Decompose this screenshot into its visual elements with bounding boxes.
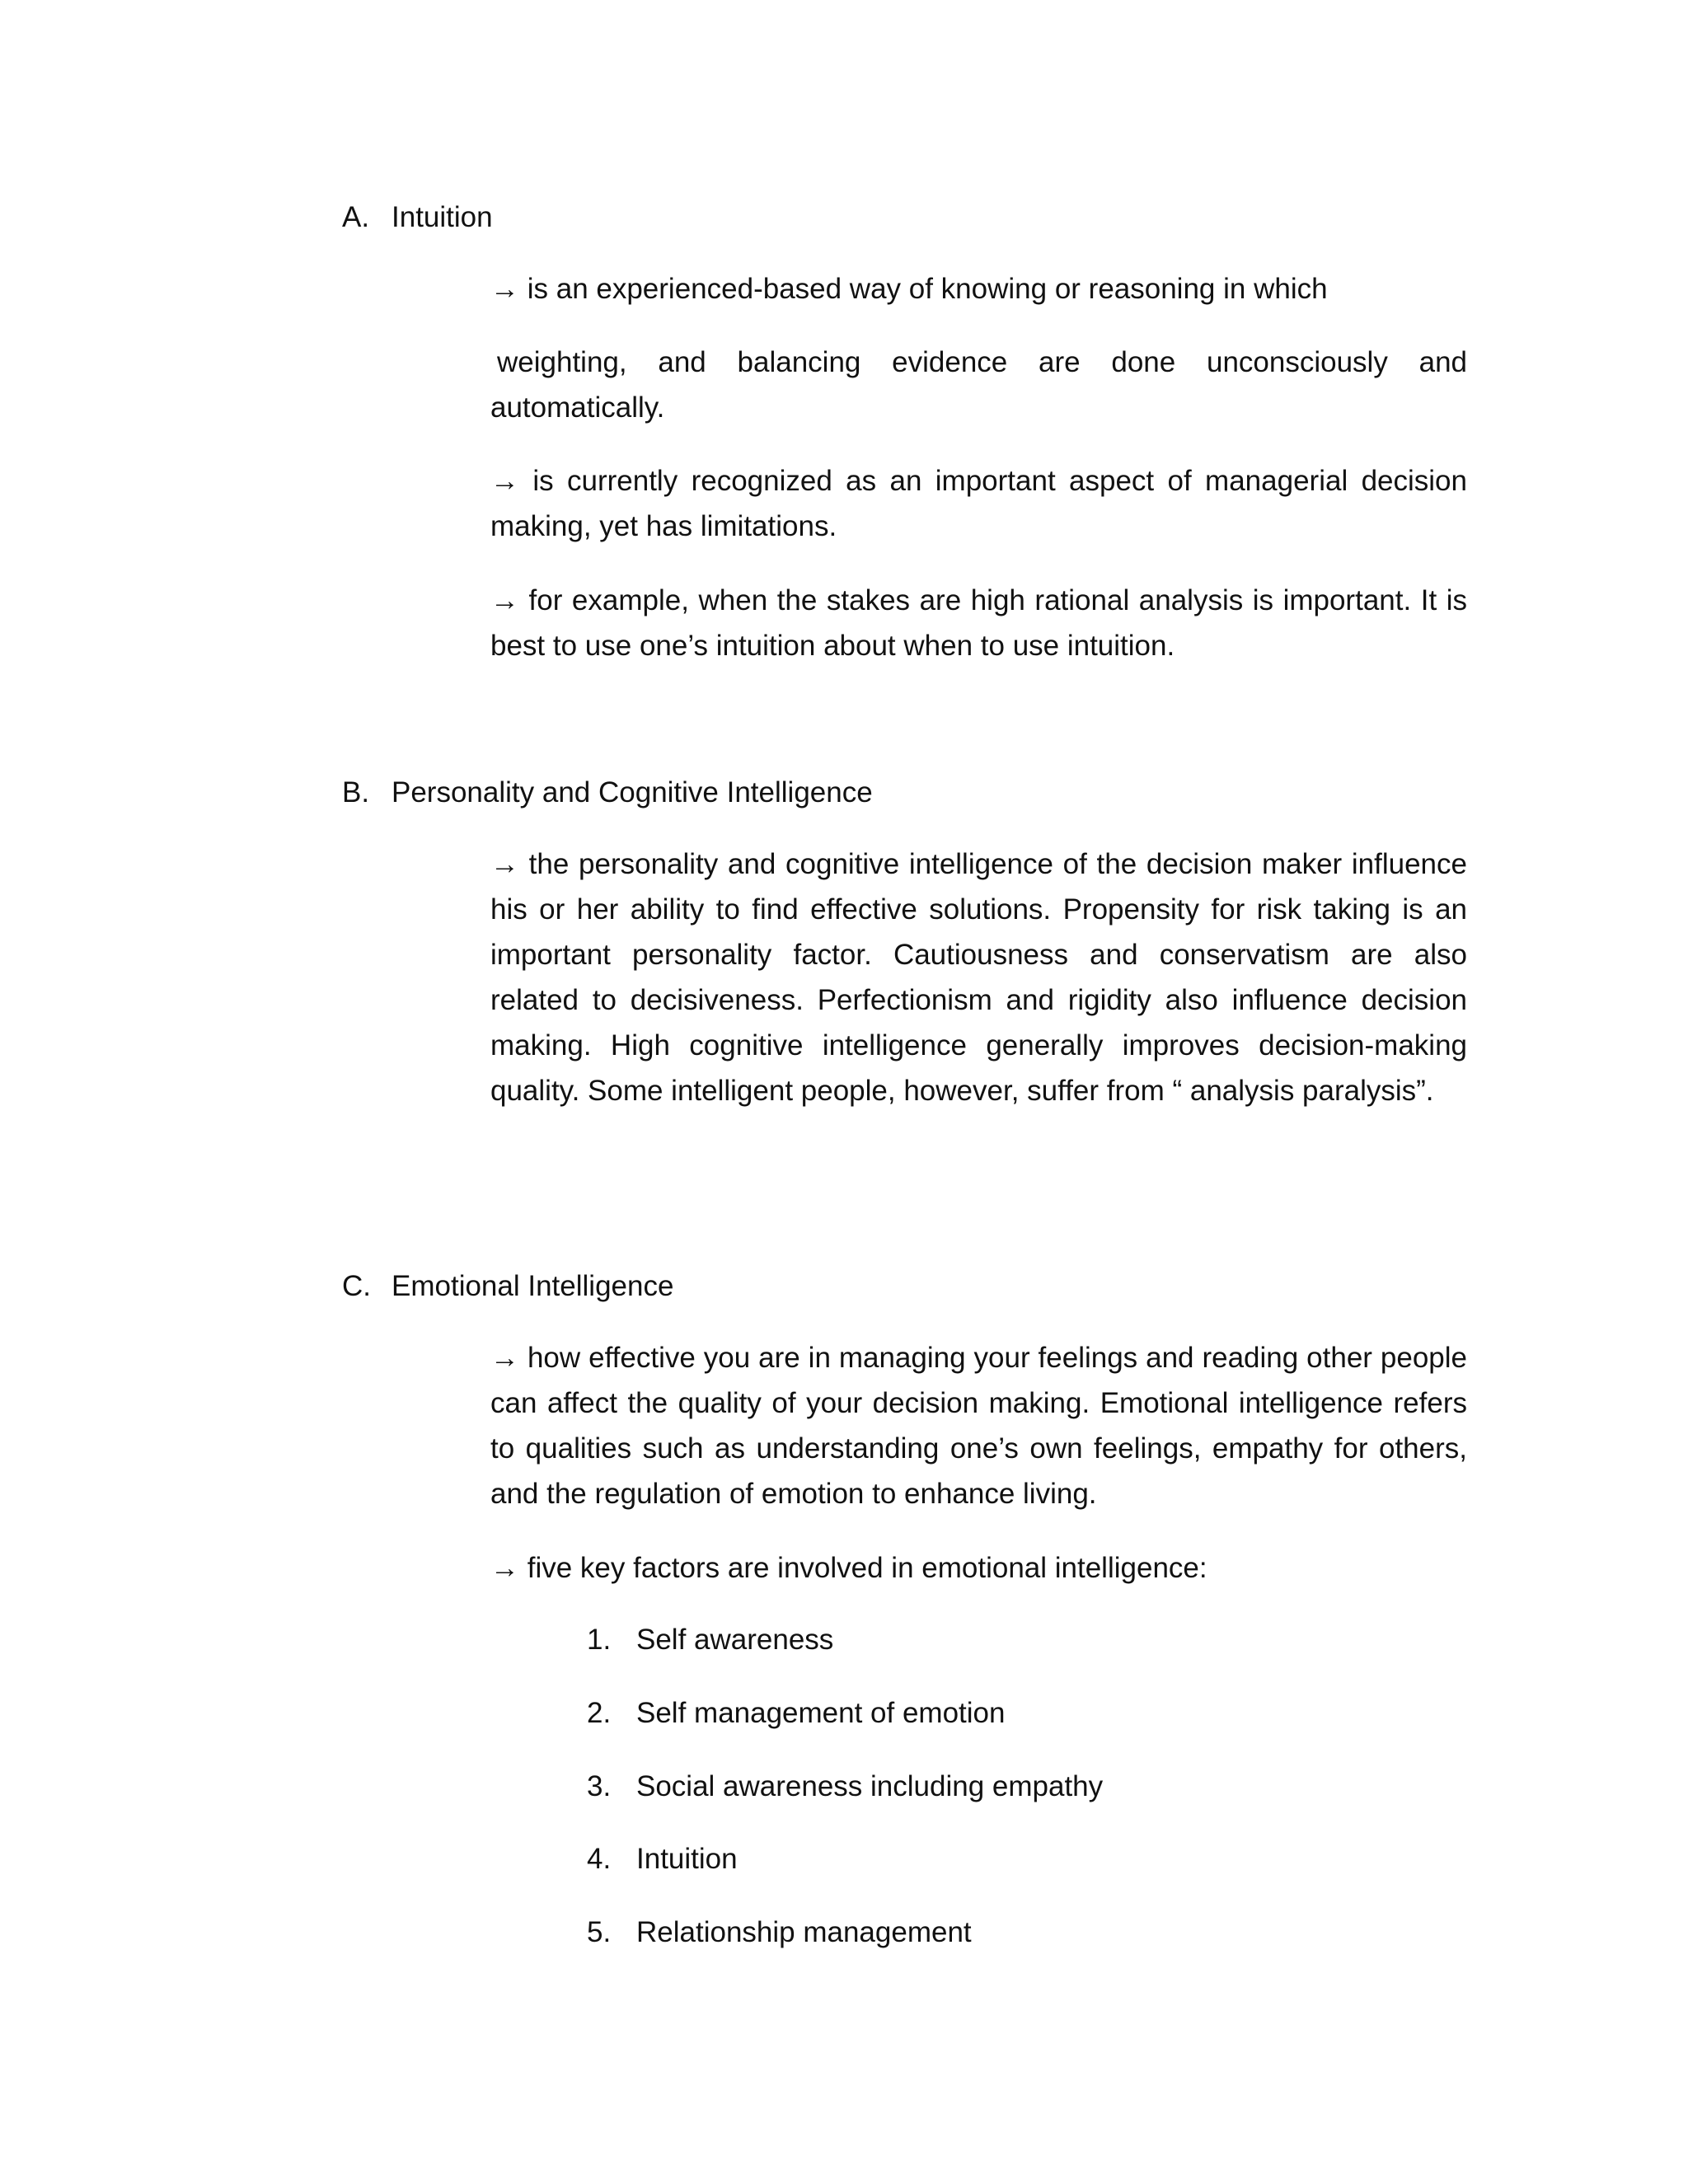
list-number: 1. [587, 1624, 612, 1656]
list-item [587, 1844, 738, 1873]
section-title: Personality and Cognitive Intelligence [392, 776, 873, 808]
list-number: 2. [587, 1697, 612, 1729]
list-number: 4. [587, 1843, 612, 1875]
section-letter: C. [342, 1270, 371, 1302]
list-item [587, 1625, 833, 1654]
section-heading-emotional [342, 1272, 673, 1301]
list-text: Intuition [636, 1843, 738, 1875]
section-letter: B. [342, 776, 370, 808]
list-text: Self awareness [636, 1624, 834, 1656]
list-text: Social awareness including empathy [636, 1770, 1104, 1802]
paragraph: → is currently recognized as an important aspect of managerial decision making, yet has limitations. [490, 465, 1467, 542]
list-text: Self management of emotion [636, 1697, 1006, 1729]
paragraph: weighting, and balancing evidence are done unconsciously and automatically. [490, 346, 1467, 424]
section-title: Emotional Intelligence [392, 1270, 674, 1302]
list-number: 3. [587, 1770, 612, 1802]
list-text: Relationship management [636, 1916, 972, 1948]
section-heading-intuition [342, 203, 493, 232]
list-item [587, 1918, 972, 1947]
section-letter: A. [342, 201, 370, 233]
list-item [587, 1772, 1103, 1801]
paragraph: → is an experienced-based way of knowing or reasoning in which [490, 273, 1328, 305]
section-heading-personality [342, 778, 873, 807]
section-title: Intuition [392, 201, 493, 233]
list-number: 5. [587, 1916, 612, 1948]
paragraph: → five key factors are involved in emotional intelligence: [490, 1552, 1207, 1584]
list-item [587, 1699, 1005, 1727]
paragraph: → the personality and cognitive intelligence of the decision maker influence his or her ability to find effective solutions. Propensity for risk taking is an important personality factor. Cautiousness and conservatism are also related to decisiveness. Perfectionism and rigidity also influence decision making. High cognitive intelligence generally improves decision-making quality. Some intelligent people, however, suffer from “ analysis paralysis”. [490, 848, 1467, 1107]
paragraph: → how effective you are in managing your feelings and reading other people can affect the quality of your decision making. Emotional intelligence refers to qualities such as understanding one’s own feelings, empathy for others, and the regulation of emotion to enhance living. [490, 1342, 1467, 1510]
paragraph: → for example, when the stakes are high rational analysis is important. It is best to use one’s intuition about when to use intuition. [490, 584, 1467, 662]
